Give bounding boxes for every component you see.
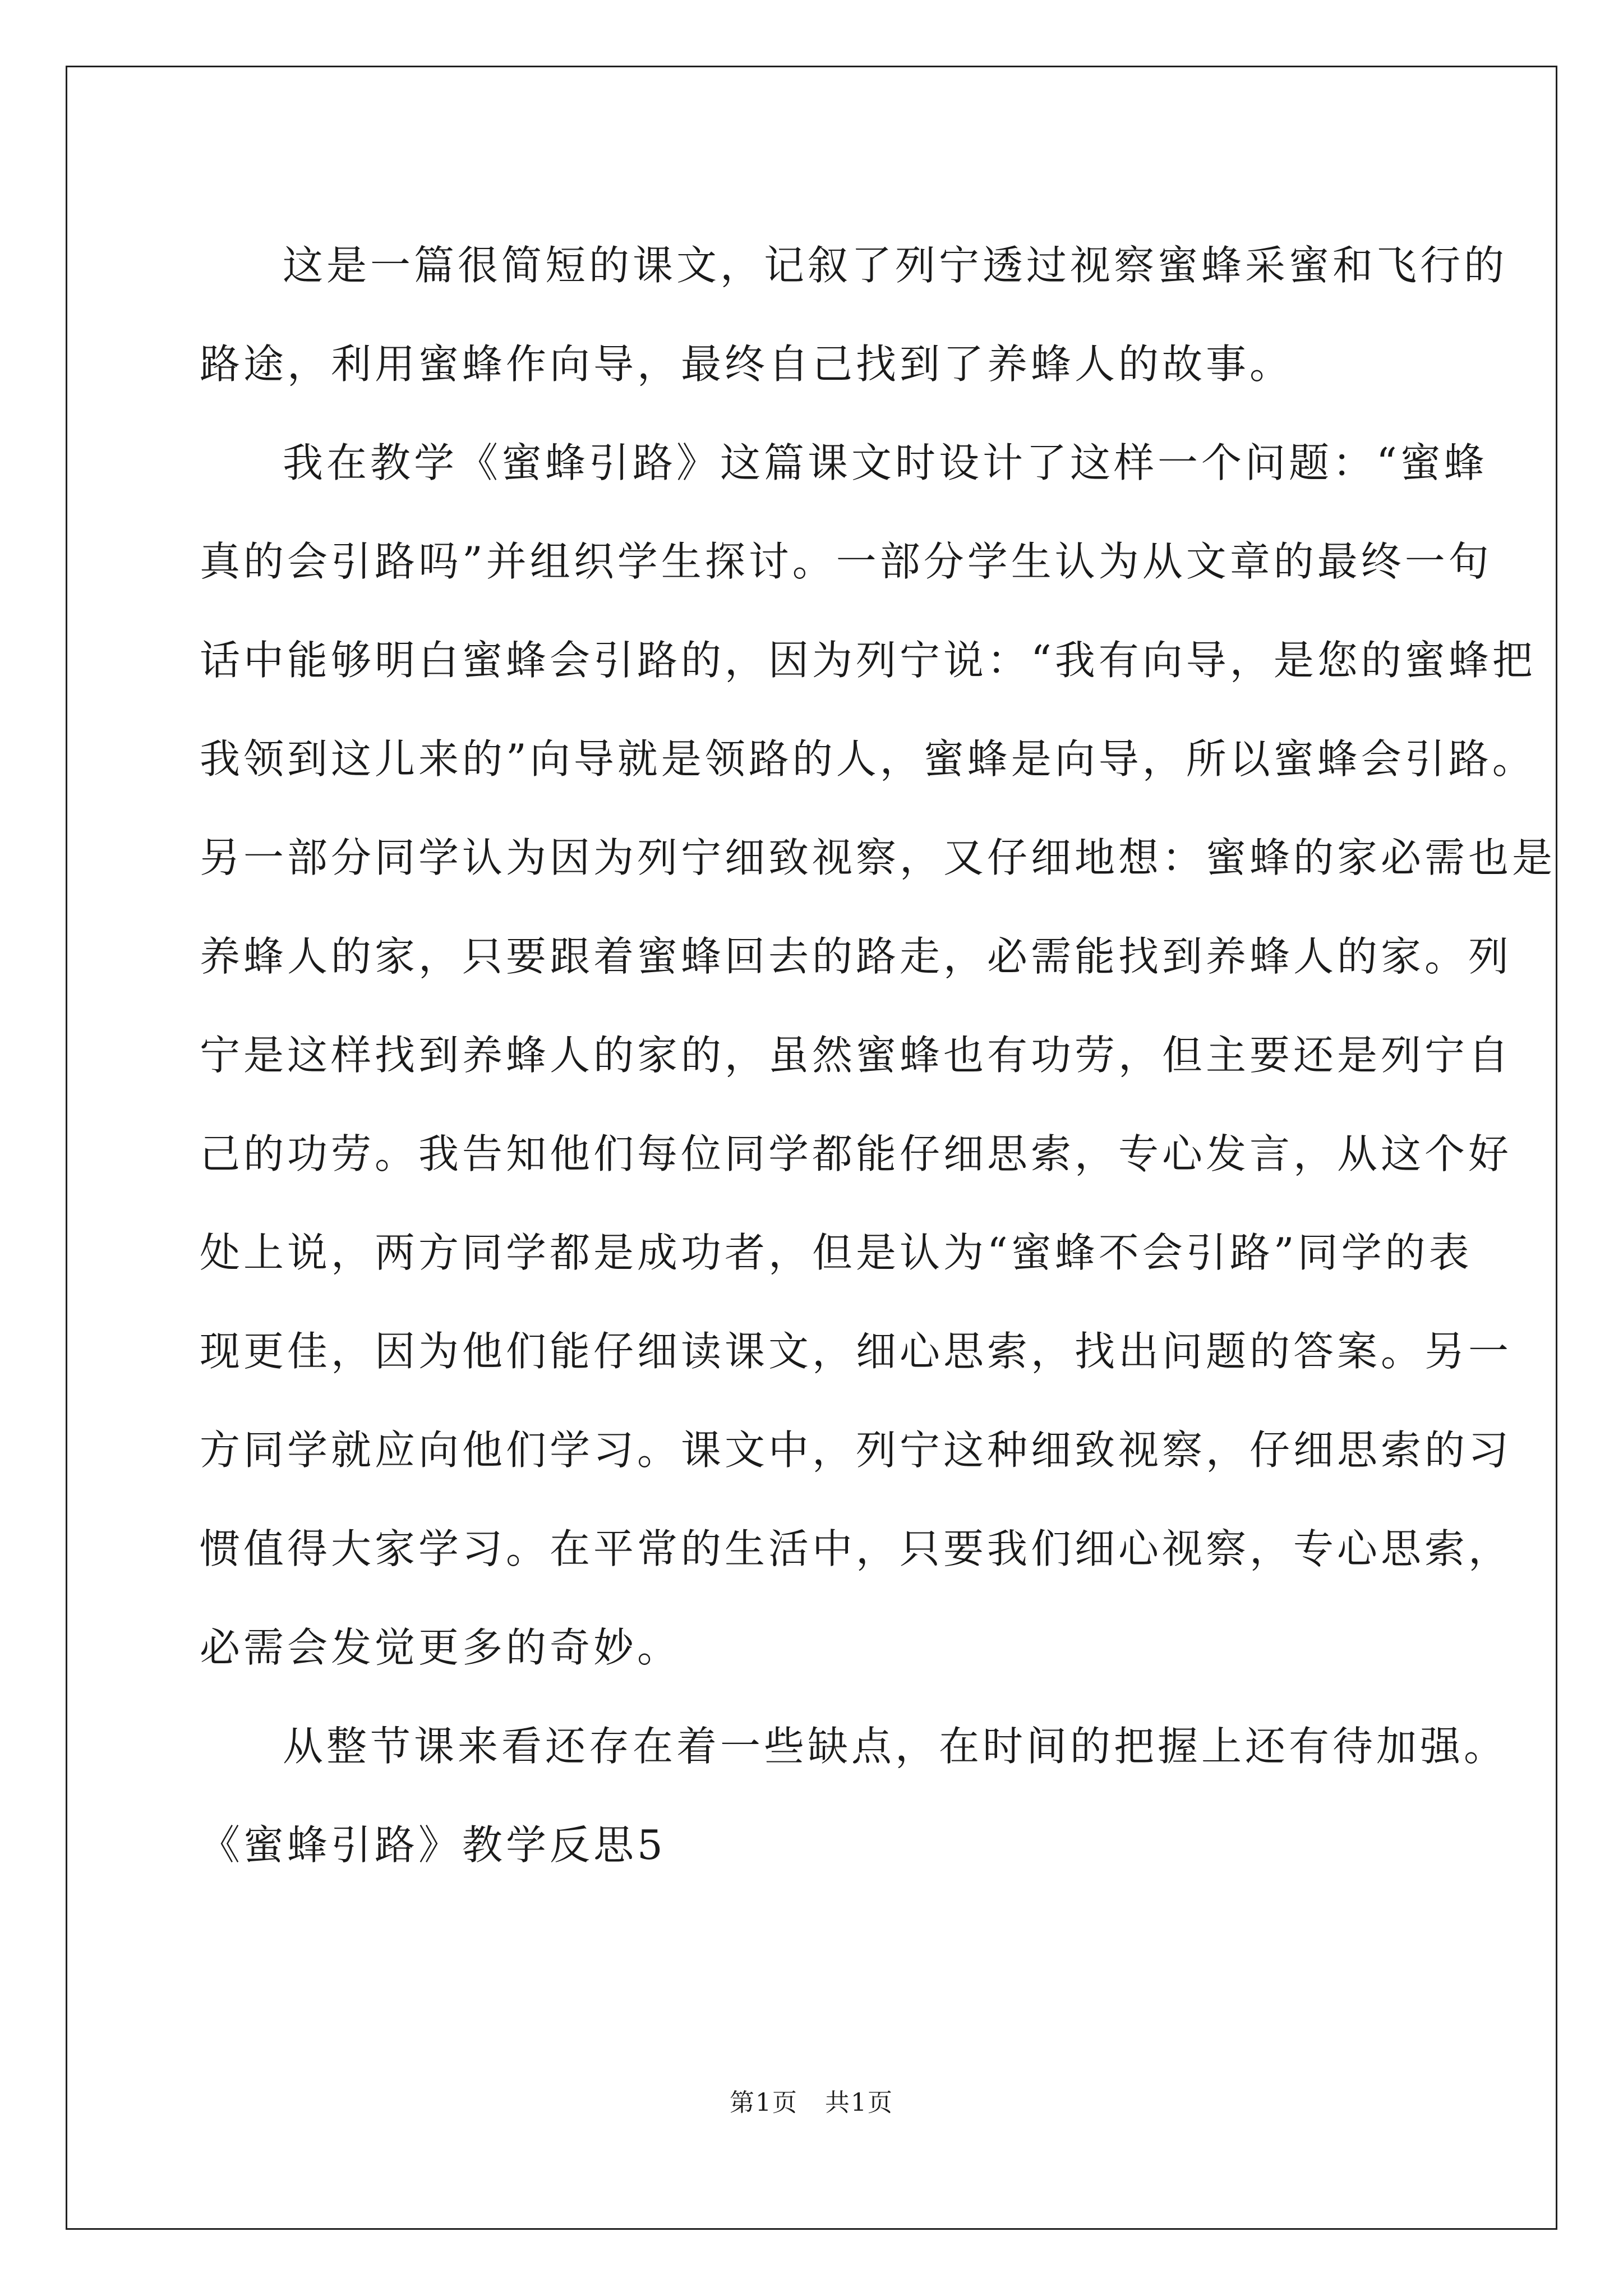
text-line: 真的会引路吗”并组织学生探讨。一部分学生认为从文章的最终一句 (200, 538, 1492, 585)
text-line: 养蜂人的家，只要跟着蜜蜂回去的路走，必需能找到养蜂人的家。列 (200, 933, 1513, 980)
text-line: 处上说，两方同学都是成功者，但是认为“蜜蜂不会引路”同学的表 (200, 1229, 1473, 1276)
text-line: 惯值得大家学习。在平常的生活中，只要我们细心视察，专心思索， (200, 1525, 1513, 1572)
page-number: 第1页 共1页 (730, 2088, 893, 2117)
text-line: 现更佳，因为他们能仔细读课文，细心思索，找出问题的答案。另一 (200, 1328, 1513, 1375)
section-title: 《蜜蜂引路》教学反思5 (200, 1821, 666, 1869)
text-line: 宁是这样找到养蜂人的家的，虽然蜜蜂也有功劳，但主要还是列宁自 (200, 1032, 1513, 1079)
text-line: 路途，利用蜜蜂作向导，最终自己找到了养蜂人的故事。 (200, 341, 1294, 388)
text-line: 另一部分同学认为因为列宁细致视察，又仔细地想：蜜蜂的家必需也是 (200, 834, 1556, 881)
text-line: 从整节课来看还存在着一些缺点，在时间的把握上还有待加强。 (283, 1723, 1508, 1770)
text-line: 己的功劳。我告知他们每位同学都能仔细思索，专心发言，从这个好 (200, 1130, 1513, 1177)
text-line: 话中能够明白蜜蜂会引路的，因为列宁说：“我有向导，是您的蜜蜂把 (200, 637, 1536, 684)
text-line: 我领到这儿来的”向导就是领路的人，蜜蜂是向导，所以蜜蜂会引路。 (200, 735, 1536, 783)
text-line: 方同学就应向他们学习。课文中，列宁这种细致视察，仔细思索的习 (200, 1427, 1513, 1474)
text-line: 这是一篇很简短的课文，记叙了列宁透过视察蜜蜂采蜜和飞行的 (283, 242, 1508, 289)
text-line: 我在教学《蜜蜂引路》这篇课文时设计了这样一个问题：“蜜蜂 (283, 439, 1488, 486)
text-line: 必需会发觉更多的奇妙。 (200, 1624, 681, 1671)
document-body (200, 216, 1556, 1894)
